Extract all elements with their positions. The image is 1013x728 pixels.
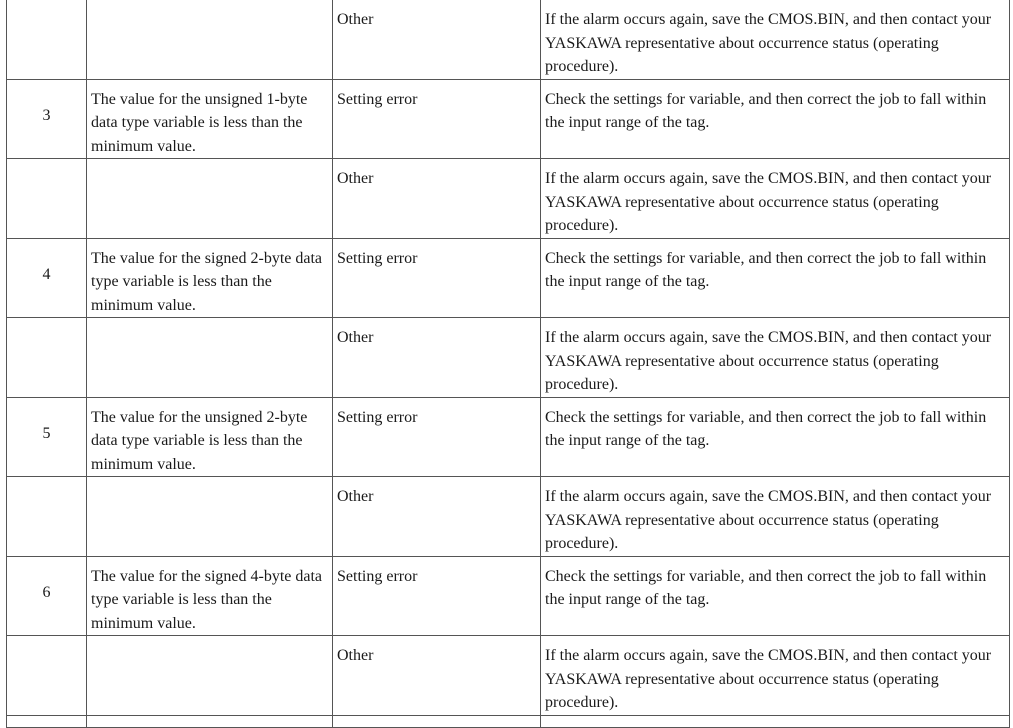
table-row	[7, 79, 1010, 159]
empty-cell	[333, 715, 541, 727]
description-cell	[87, 318, 333, 398]
cause-cell: Other	[333, 477, 541, 557]
description-cell: The value for the unsigned 1-byte data type variable is less than the minimum value.	[87, 79, 333, 159]
sub-code-cell: 3	[7, 79, 87, 159]
table-row	[7, 0, 1010, 79]
sub-code-cell	[7, 159, 87, 239]
alarm-table	[6, 0, 1010, 728]
remedy-cell: Check the settings for variable, and then correct the job to fall within the input range of the tag.	[541, 397, 1010, 477]
cause-cell: Setting error	[333, 556, 541, 636]
table-row	[7, 238, 1010, 318]
table-row	[7, 318, 1010, 398]
sub-code-cell: 4	[7, 238, 87, 318]
table-row	[7, 556, 1010, 636]
description-cell	[87, 0, 333, 79]
cause-cell: Setting error	[333, 238, 541, 318]
remedy-cell: If the alarm occurs again, save the CMOS.BIN, and then contact your YASKAWA representative about occurrence status (operating procedure).	[541, 477, 1010, 557]
cause-cell: Setting error	[333, 79, 541, 159]
table-row	[7, 397, 1010, 477]
description-cell	[87, 636, 333, 716]
empty-cell	[7, 715, 87, 727]
table-row	[7, 636, 1010, 716]
description-cell: The value for the signed 4-byte data type variable is less than the minimum value.	[87, 556, 333, 636]
cause-cell: Other	[333, 636, 541, 716]
table-row	[7, 159, 1010, 239]
description-cell	[87, 477, 333, 557]
cause-cell: Other	[333, 0, 541, 79]
empty-cell	[87, 715, 333, 727]
description-cell: The value for the unsigned 2-byte data type variable is less than the minimum value.	[87, 397, 333, 477]
remedy-cell: If the alarm occurs again, save the CMOS.BIN, and then contact your YASKAWA representative about occurrence status (operating procedure).	[541, 0, 1010, 79]
description-cell	[87, 159, 333, 239]
sub-code-cell	[7, 318, 87, 398]
description-cell: The value for the signed 2-byte data type variable is less than the minimum value.	[87, 238, 333, 318]
cause-cell: Other	[333, 318, 541, 398]
cause-cell: Other	[333, 159, 541, 239]
table-row	[7, 477, 1010, 557]
sub-code-cell	[7, 0, 87, 79]
remedy-cell: If the alarm occurs again, save the CMOS.BIN, and then contact your YASKAWA representative about occurrence status (operating procedure).	[541, 318, 1010, 398]
sub-code-cell: 6	[7, 556, 87, 636]
empty-cell	[541, 715, 1010, 727]
remedy-cell: If the alarm occurs again, save the CMOS.BIN, and then contact your YASKAWA representative about occurrence status (operating procedure).	[541, 159, 1010, 239]
sub-code-cell: 5	[7, 397, 87, 477]
remedy-cell: Check the settings for variable, and then correct the job to fall within the input range of the tag.	[541, 556, 1010, 636]
remedy-cell: Check the settings for variable, and then correct the job to fall within the input range of the tag.	[541, 79, 1010, 159]
remedy-cell: Check the settings for variable, and then correct the job to fall within the input range of the tag.	[541, 238, 1010, 318]
cause-cell: Setting error	[333, 397, 541, 477]
table-row-cutoff	[7, 715, 1010, 727]
remedy-cell: If the alarm occurs again, save the CMOS.BIN, and then contact your YASKAWA representative about occurrence status (operating procedure).	[541, 636, 1010, 716]
sub-code-cell	[7, 477, 87, 557]
sub-code-cell	[7, 636, 87, 716]
